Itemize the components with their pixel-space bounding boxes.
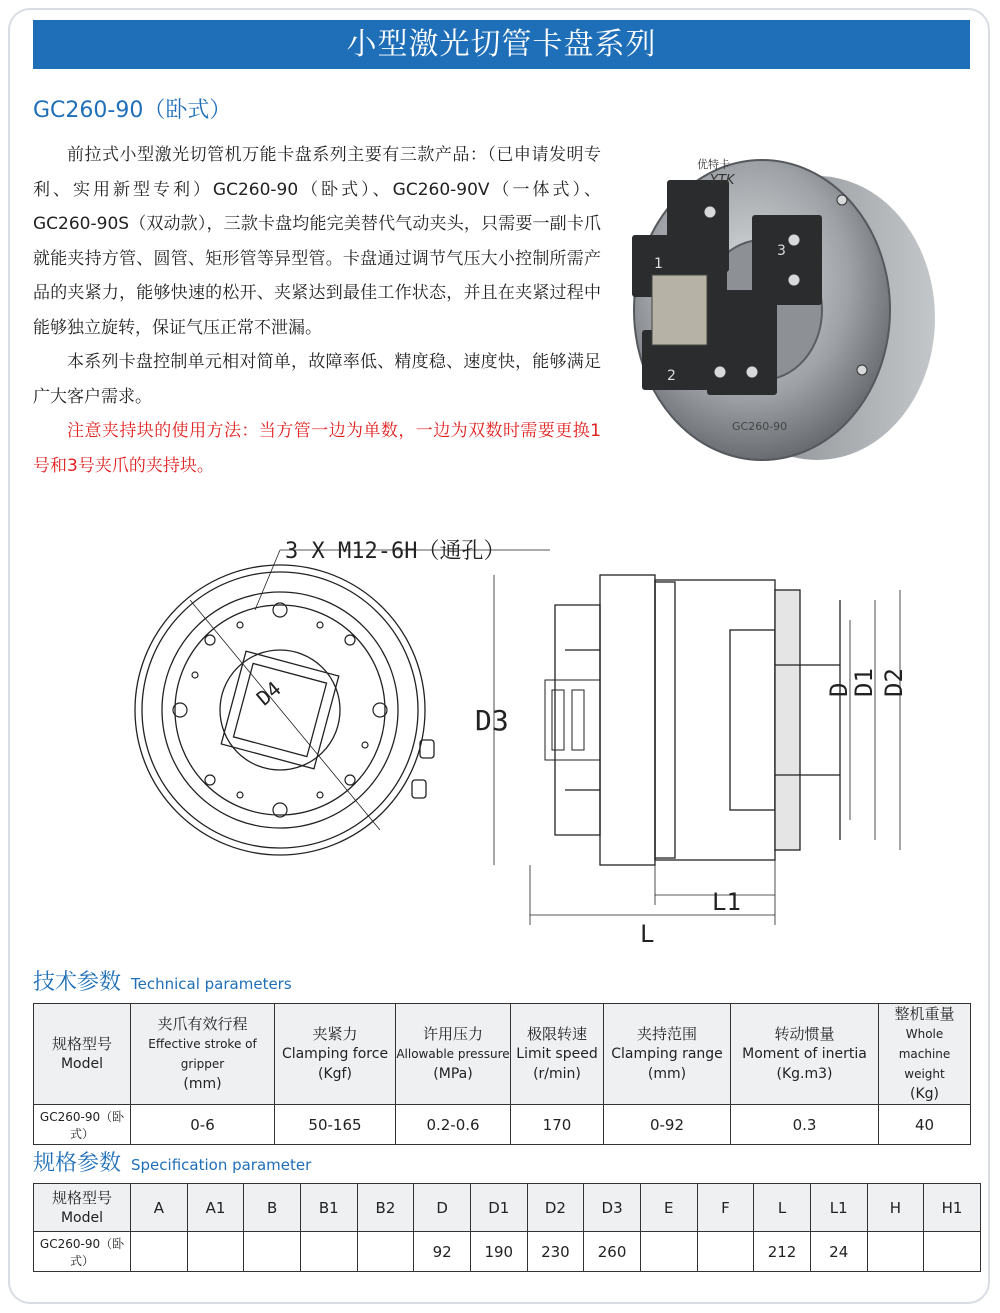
th-speed: 极限转速 Limit speed (r/min) [511, 1004, 604, 1105]
tech-section-title [33, 965, 292, 996]
spec-cell [131, 1232, 188, 1272]
jaw-detail [545, 680, 600, 760]
tech-cell: 170 [511, 1105, 604, 1145]
page-banner: 小型激光切管卡盘系列 [33, 20, 970, 69]
thread-note: 3 X M12-6H（通孔） [285, 539, 506, 564]
tech-cell: 0.2-0.6 [396, 1105, 511, 1145]
label-d1: D1 [850, 668, 878, 697]
tech-cell: 50-165 [275, 1105, 396, 1145]
spec-cell: 190 [470, 1232, 527, 1272]
clamp-block [652, 275, 707, 345]
spec-title-cn: 规格参数 [33, 1151, 122, 1176]
th-spec-col: D2 [527, 1184, 584, 1232]
outer-circle [135, 565, 425, 855]
model-heading: GC260-90（卧式） [33, 98, 232, 123]
th-spec-col: H1 [924, 1184, 981, 1232]
chuck-photo [612, 140, 940, 470]
tech-parameters-table [33, 1003, 971, 1145]
th-spec-col: D3 [584, 1184, 641, 1232]
th-spec-model: 规格型号 Model [34, 1184, 131, 1232]
th-spec-col: B2 [357, 1184, 414, 1232]
bolt [857, 365, 867, 375]
spec-title-en: Specification parameter [131, 1156, 312, 1174]
body [655, 580, 775, 860]
bolt [714, 366, 726, 378]
spec-cell [357, 1232, 414, 1272]
front-plate [600, 575, 655, 865]
bolt [746, 366, 758, 378]
spec-cell [187, 1232, 244, 1272]
spec-cell [300, 1232, 357, 1272]
jaw-number-1: 1 [654, 256, 663, 272]
front-view [135, 550, 550, 855]
th-spec-col: B [244, 1184, 301, 1232]
th-inertia: 转动惯量 Moment of inertia (Kg.m3) [731, 1004, 879, 1105]
th-pressure: 许用压力 Allowable pressure (MPa) [396, 1004, 511, 1105]
jaw-top [667, 180, 729, 272]
th-stroke: 夹爪有效行程 Effective stroke of gripper (mm) [131, 1004, 275, 1105]
spec-cell [867, 1232, 924, 1272]
tech-title-en: Technical parameters [131, 975, 292, 993]
spec-data-row [34, 1232, 981, 1272]
th-spec-col: L [754, 1184, 811, 1232]
th-spec-col: B1 [300, 1184, 357, 1232]
jaw-section [555, 605, 600, 835]
th-spec-col: D1 [470, 1184, 527, 1232]
side-view [494, 575, 900, 925]
tech-cell: 0-6 [131, 1105, 275, 1145]
spec-cell: 212 [754, 1232, 811, 1272]
bolt [837, 195, 847, 205]
brand-en-mark: YTK [710, 173, 735, 188]
bolt [704, 206, 716, 218]
model-engraving: GC260-90 [732, 420, 788, 433]
label-l: L [640, 920, 655, 948]
spec-cell [244, 1232, 301, 1272]
th-spec-col: D [414, 1184, 471, 1232]
th-weight: 整机重量 Whole machine weight (Kg) [879, 1004, 971, 1105]
tech-title-cn: 技术参数 [33, 970, 122, 995]
spec-cell [697, 1232, 754, 1272]
label-d2: D2 [880, 668, 908, 697]
label-d: D [825, 682, 853, 697]
tech-cell: 0-92 [604, 1105, 731, 1145]
tech-header-row [34, 1004, 971, 1105]
technical-drawing [120, 530, 920, 950]
tech-cell: GC260-90（卧式） [34, 1105, 131, 1145]
jaw-bottom [707, 290, 777, 395]
label-d3: D3 [475, 704, 509, 737]
th-spec-col: E [640, 1184, 697, 1232]
th-spec-col: F [697, 1184, 754, 1232]
th-spec-col: H [867, 1184, 924, 1232]
tech-cell: 40 [879, 1105, 971, 1145]
jaw-number-2: 2 [667, 368, 676, 384]
square-bore [221, 651, 339, 769]
th-clamping-force: 夹紧力 Clamping force (Kgf) [275, 1004, 396, 1105]
intro-paragraph-1: 前拉式小型激光切管机万能卡盘系列主要有三款产品：（已申请发明专利、实用新型专利）GC260-90（卧式）、GC260-90V（一体式）、GC260-90S（双动款），三款卡盘均能完美替代气动夹头，只需要一副卡爪就能夹持方管、圆管、矩形管等异型管。卡盘通过调节气压大小控制所需产品的夹紧力，能够快速的松开、夹紧达到最佳工作状态，并且在夹紧过程中能够独立旋转，保证气压正常不泄漏。 [33, 145, 601, 338]
intro-paragraph-2: 本系列卡盘控制单元相对简单，故障率低、精度稳、速度快，能够满足广大客户需求。 [33, 352, 601, 407]
bolt [788, 234, 800, 246]
spec-cell: 260 [584, 1232, 641, 1272]
th-spec-col: L1 [810, 1184, 867, 1232]
thread-leader [255, 550, 280, 610]
spec-header-row [34, 1184, 981, 1232]
intro-text [33, 138, 601, 483]
label-d4: D4 [251, 676, 286, 711]
usage-note: 注意夹持块的使用方法：当方管一边为单数，一边为双数时需要更换1号和3号夹爪的夹持块。 [33, 421, 601, 476]
spec-cell-model: GC260-90（卧式） [34, 1232, 131, 1272]
th-spec-col: A1 [187, 1184, 244, 1232]
spec-cell: 24 [810, 1232, 867, 1272]
spec-cell: 230 [527, 1232, 584, 1272]
brand-cn-mark: 优特卡 [697, 158, 730, 171]
spec-cell: 92 [414, 1232, 471, 1272]
label-l1: L1 [712, 888, 741, 916]
spec-section-title [33, 1146, 311, 1177]
spec-cell [640, 1232, 697, 1272]
th-range: 夹持范围 Clamping range (mm) [604, 1004, 731, 1105]
th-model: 规格型号 Model [34, 1004, 131, 1105]
tech-data-row [34, 1105, 971, 1145]
tech-cell: 0.3 [731, 1105, 879, 1145]
bolt [788, 274, 800, 286]
jaw-number-3: 3 [777, 243, 786, 259]
spec-cell [924, 1232, 981, 1272]
bolt-holes [173, 603, 387, 817]
rear-flange [775, 590, 800, 850]
th-spec-col: A [131, 1184, 188, 1232]
spec-parameters-table [33, 1183, 981, 1272]
